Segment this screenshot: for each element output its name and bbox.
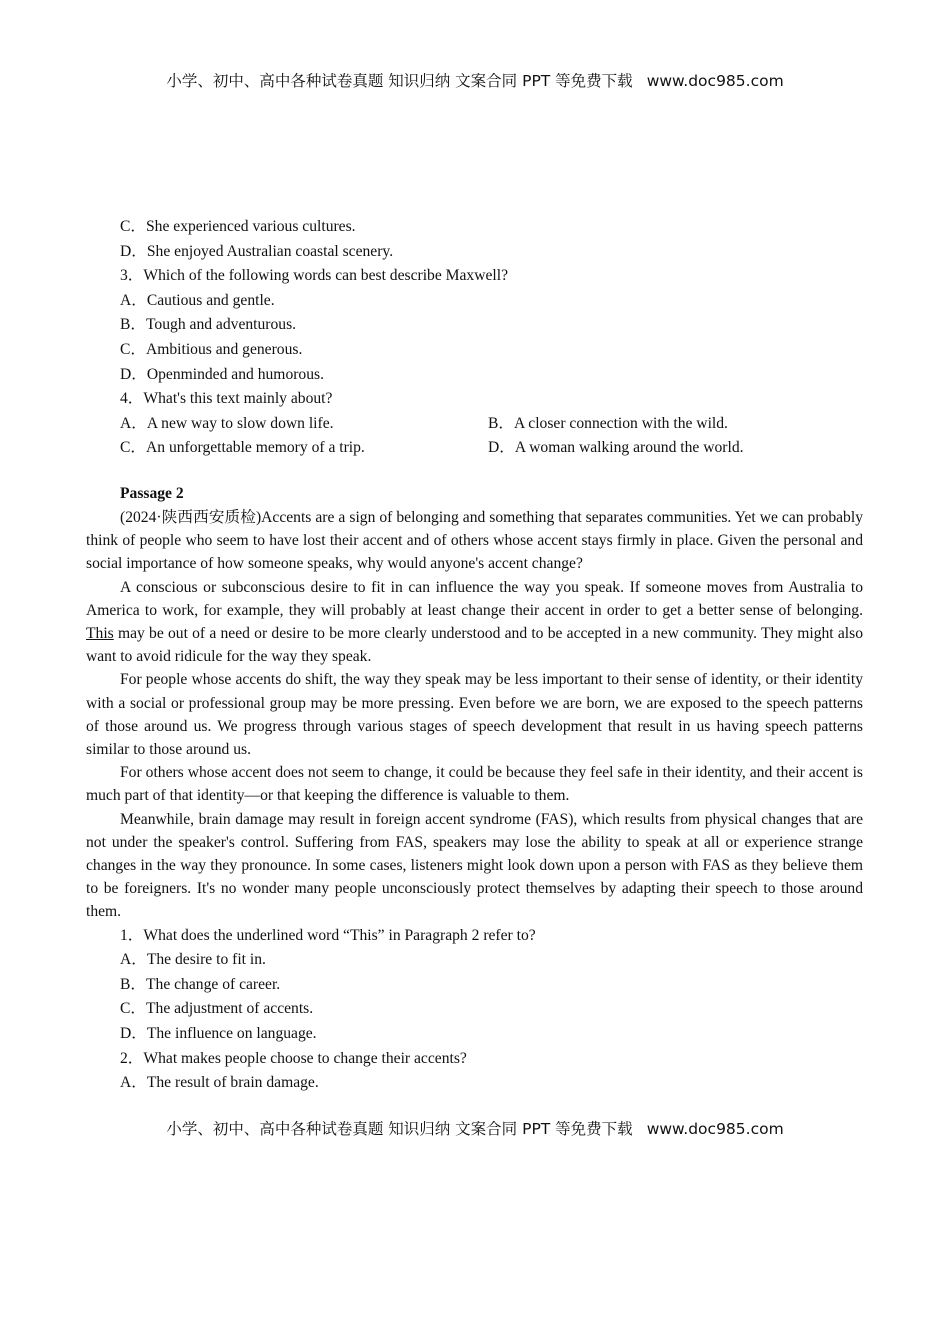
footer-url[interactable]: www.doc985.com [646,1120,784,1138]
option-line: C．She experienced various cultures. [120,218,356,235]
passage1-questions [86,215,863,461]
underlined-word: This [86,624,114,642]
question-line: 1．What does the underlined word “This” in Paragraph 2 refer to? [120,926,536,944]
paragraph-2 [86,576,863,669]
option-c: C．An unforgettable memory of a trip. [120,439,365,457]
passage-title: Passage 2 [120,484,184,502]
option-line: C．The adjustment of accents. [120,1000,314,1018]
header-banner [0,69,950,91]
option-line: B．Tough and adventurous. [120,316,297,334]
option-b: B．A closer connection with the wild. [488,414,728,432]
option-line: A．Cautious and gentle. [120,291,275,309]
passage2-questions [86,924,863,1096]
header-url[interactable]: www.doc985.com [646,72,784,90]
paragraph-2-part-2: may be out of a need or desire to be more clearly understood and to be accepted in a new community. They might also want to avoid ridicule for the way they speak. [86,624,863,666]
question-line: 3．Which of the following words can best describe Maxwell? [120,267,509,285]
paragraph-1: (2024·陕西西安质检)Accents are a sign of belonging and something that separates communities. Yet we can probably think of people who seem to have lost their accent and of others whose accent stays firmly in place. Given the personal and social importance of how someone speaks, why would anyone's accent change? [86,508,863,573]
paragraph-5: Meanwhile, brain damage may result in foreign accent syndrome (FAS), which results from physical changes that are not under the speaker's control. Suffering from FAS, speakers may lose the ability to speak at all or experience strange changes in the way they pronounce. In some cases, listeners might look down upon a person with FAS as they believe them to be foreigners. It's no wonder many people unconsciously protect themselves by adapting their speech to those around them. [86,810,863,921]
document-content [86,215,863,1096]
paragraph-4: For others whose accent does not seem to change, it could be because they feel safe in their identity, and their accent is much part of that identity—or that keeping the difference is valuable to them. [86,764,863,805]
paragraph-3: For people whose accents do shift, the way they speak may be less important to their sense of identity, or their identity with a social or professional group may be more pressing. Even before we are born, we are exposed to the speech patterns of those around us. We progress through various stages of speech development that result in us having speech patterns similar to those around us. [86,671,863,758]
paragraph-2-part-1: A conscious or subconscious desire to fit in can influence the way you speak. If someone moves from Australia to America to work, for example, they will probably at least change their accent in order to get a better sense of belonging. [86,578,863,619]
option-a: A．A new way to slow down life. [120,414,334,432]
option-row [86,436,863,461]
footer-text: 小学、初中、高中各种试卷真题 知识归纳 文案合同 PPT 等免费下载 [166,1120,633,1138]
option-row [86,412,863,437]
option-line: C．Ambitious and generous. [120,340,303,358]
header-text: 小学、初中、高中各种试卷真题 知识归纳 文案合同 PPT 等免费下载 [166,72,633,90]
question-line: 4．What's this text mainly about? [120,390,333,408]
option-line: B．The change of career. [120,975,281,993]
question-line: 2．What makes people choose to change their accents? [120,1049,467,1067]
option-line: A．The result of brain damage. [120,1074,319,1092]
option-line: D．The influence on language. [120,1024,317,1042]
option-line: D．Openminded and humorous. [120,365,324,383]
option-line: D．She enjoyed Australian coastal scenery. [120,242,394,260]
option-d: D．A woman walking around the world. [488,439,744,457]
footer-banner [0,1117,950,1139]
option-line: A．The desire to fit in. [120,951,266,969]
